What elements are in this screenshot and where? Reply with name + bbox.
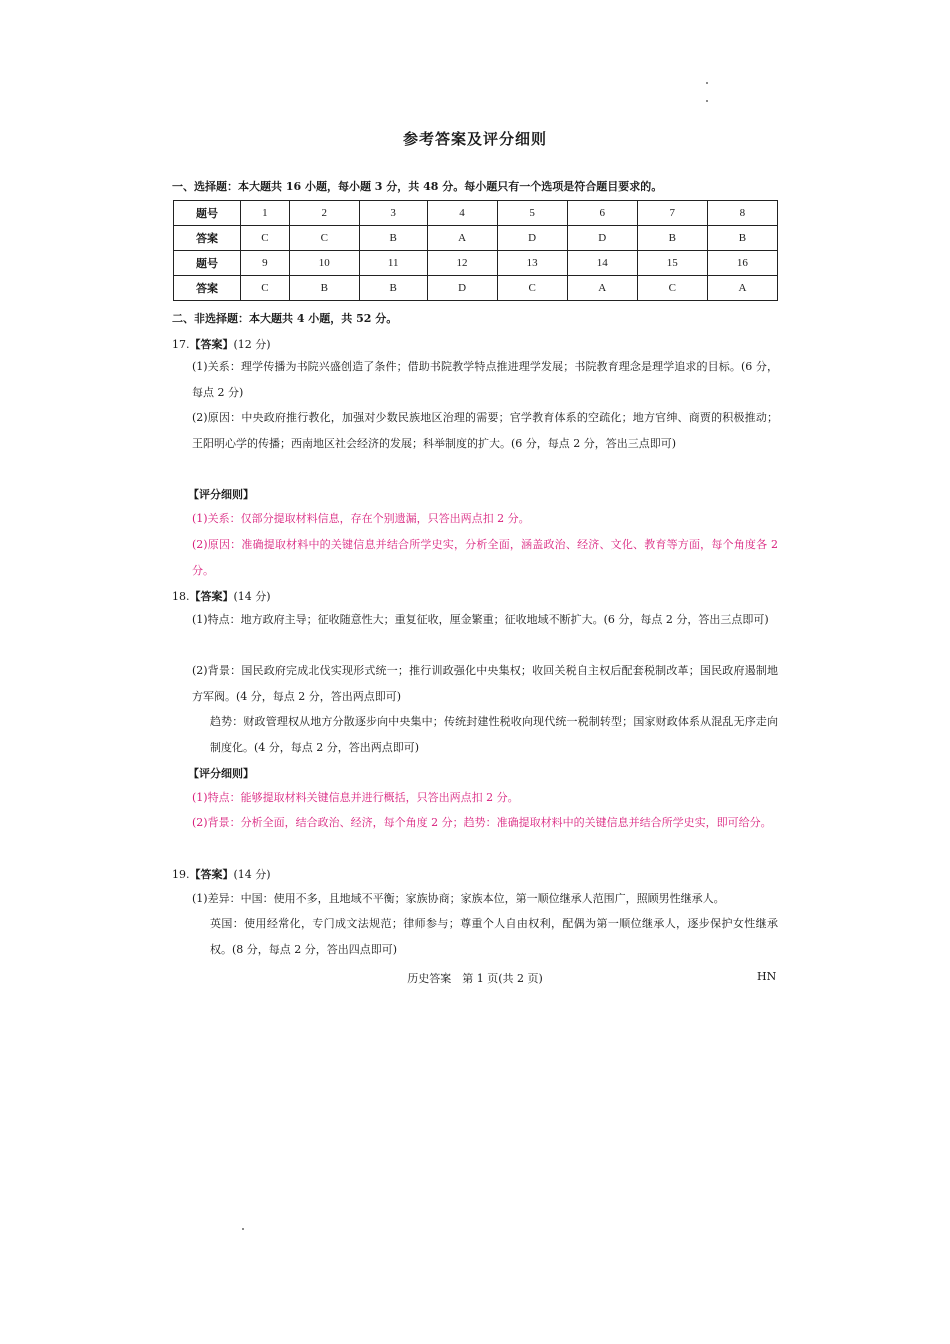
score: (14 分) xyxy=(233,590,271,603)
question-number: 4 xyxy=(427,201,497,226)
q18-rubric-2: (2)背景：分析全面，结合政治、经济，每个角度 2 分；趋势：准确提取材料中的关键信息并结合所学史实，即可给分。 xyxy=(192,816,772,829)
table-row xyxy=(174,251,778,276)
answer-cell: B xyxy=(637,226,707,251)
page-footer: 历史答案 第 1 页(共 2 页) xyxy=(407,972,543,985)
section-2-heading: 二、非选择题：本大题共 4 小题，共 52 分。 xyxy=(172,312,398,325)
table-row xyxy=(174,276,778,301)
question-number: 8 xyxy=(707,201,777,226)
q17-answer-2: (2)原因：中央政府推行教化，加强对少数民族地区治理的需要；官学教育体系的空疏化；地方官绅、商贾的积极推动；王阳明心学的传播；西南地区社会经济的发展；科举制度的扩大。(6 分，每点 2 分，答出三点即可) xyxy=(192,411,778,450)
region-code: HN xyxy=(757,970,777,983)
answer-cell: B xyxy=(359,226,427,251)
question-number: 19. xyxy=(172,868,190,881)
question-number: 7 xyxy=(637,201,707,226)
question-number: 3 xyxy=(359,201,427,226)
answer-tag: 【答案】 xyxy=(189,868,234,881)
question-19-heading xyxy=(172,866,271,882)
row-label: 答案 xyxy=(174,226,241,251)
q18-rubric-label: 【评分细则】 xyxy=(188,767,254,780)
question-number: 16 xyxy=(707,251,777,276)
answer-cell: C xyxy=(497,276,567,301)
q17-rubric-label: 【评分细则】 xyxy=(188,488,254,501)
answer-cell: C xyxy=(241,276,290,301)
scan-speck xyxy=(706,82,708,84)
page-title: 参考答案及评分细则 xyxy=(402,130,547,148)
answer-table xyxy=(173,200,778,301)
answer-cell: D xyxy=(427,276,497,301)
row-label: 答案 xyxy=(174,276,241,301)
question-18-heading xyxy=(172,588,271,604)
scan-speck xyxy=(706,100,708,102)
section-1-heading: 一、选择题：本大题共 16 小题，每小题 3 分，共 48 分。每小题只有一个选项是符合题目要求的。 xyxy=(172,180,663,193)
answer-tag: 【答案】 xyxy=(189,590,234,603)
answer-cell: D xyxy=(567,226,637,251)
answer-cell: C xyxy=(241,226,290,251)
answer-cell: B xyxy=(359,276,427,301)
answer-cell: A xyxy=(567,276,637,301)
row-label: 题号 xyxy=(174,251,241,276)
answer-cell: D xyxy=(497,226,567,251)
answer-cell: C xyxy=(289,226,359,251)
row-label: 题号 xyxy=(174,201,241,226)
question-17-heading xyxy=(172,336,271,352)
answer-cell: B xyxy=(289,276,359,301)
q17-rubric-2: (2)原因：准确提取材料中的关键信息并结合所学史实，分析全面，涵盖政治、经济、文化、教育等方面，每个角度各 2 分。 xyxy=(192,538,778,577)
answer-tag: 【答案】 xyxy=(189,338,234,351)
q17-rubric-1: (1)关系：仅部分提取材料信息，存在个别遗漏，只答出两点扣 2 分。 xyxy=(192,512,530,525)
answer-cell: A xyxy=(427,226,497,251)
q17-answer-1: (1)关系：理学传播为书院兴盛创造了条件；借助书院教学特点推进理学发展；书院教育理念是理学追求的目标。(6 分，每点 2 分) xyxy=(192,360,778,399)
question-number: 13 xyxy=(497,251,567,276)
question-number: 6 xyxy=(567,201,637,226)
table-row xyxy=(174,226,778,251)
q18-answer-3: 趋势：财政管理权从地方分散逐步向中央集中；传统封建性税收向现代统一税制转型；国家财政体系从混乱无序走向制度化。(4 分，每点 2 分，答出两点即可) xyxy=(210,715,778,754)
score: (12 分) xyxy=(233,338,271,351)
q19-answer-1: (1)差异：中国：使用不多，且地域不平衡；家族协商；家族本位，第一顺位继承人范围广，照顾男性继承人。 xyxy=(192,892,725,905)
answer-cell: A xyxy=(707,276,777,301)
question-number: 18. xyxy=(172,590,190,603)
question-number: 1 xyxy=(241,201,290,226)
q18-rubric-1: (1)特点：能够提取材料关键信息并进行概括，只答出两点扣 2 分。 xyxy=(192,791,519,804)
question-number: 15 xyxy=(637,251,707,276)
scan-speck xyxy=(242,1228,244,1230)
question-number: 12 xyxy=(427,251,497,276)
question-number: 10 xyxy=(289,251,359,276)
question-number: 2 xyxy=(289,201,359,226)
question-number: 9 xyxy=(241,251,290,276)
question-number: 17. xyxy=(172,338,190,351)
q18-answer-2: (2)背景：国民政府完成北伐实现形式统一；推行训政强化中央集权；收回关税自主权后配套税制改革；国民政府遏制地方军阀。(4 分，每点 2 分，答出两点即可) xyxy=(192,664,778,703)
score: (14 分) xyxy=(233,868,271,881)
question-number: 14 xyxy=(567,251,637,276)
question-number: 5 xyxy=(497,201,567,226)
q19-answer-2: 英国：使用经常化，专门成文法规范；律师参与；尊重个人自由权利，配偶为第一顺位继承人，逐步保护女性继承权。(8 分，每点 2 分，答出四点即可) xyxy=(210,917,778,956)
question-number: 11 xyxy=(359,251,427,276)
answer-cell: C xyxy=(637,276,707,301)
table-row xyxy=(174,201,778,226)
answer-cell: B xyxy=(707,226,777,251)
q18-answer-1: (1)特点：地方政府主导；征收随意性大；重复征收，厘金繁重；征收地域不断扩大。(6 分，每点 2 分，答出三点即可) xyxy=(192,613,769,626)
